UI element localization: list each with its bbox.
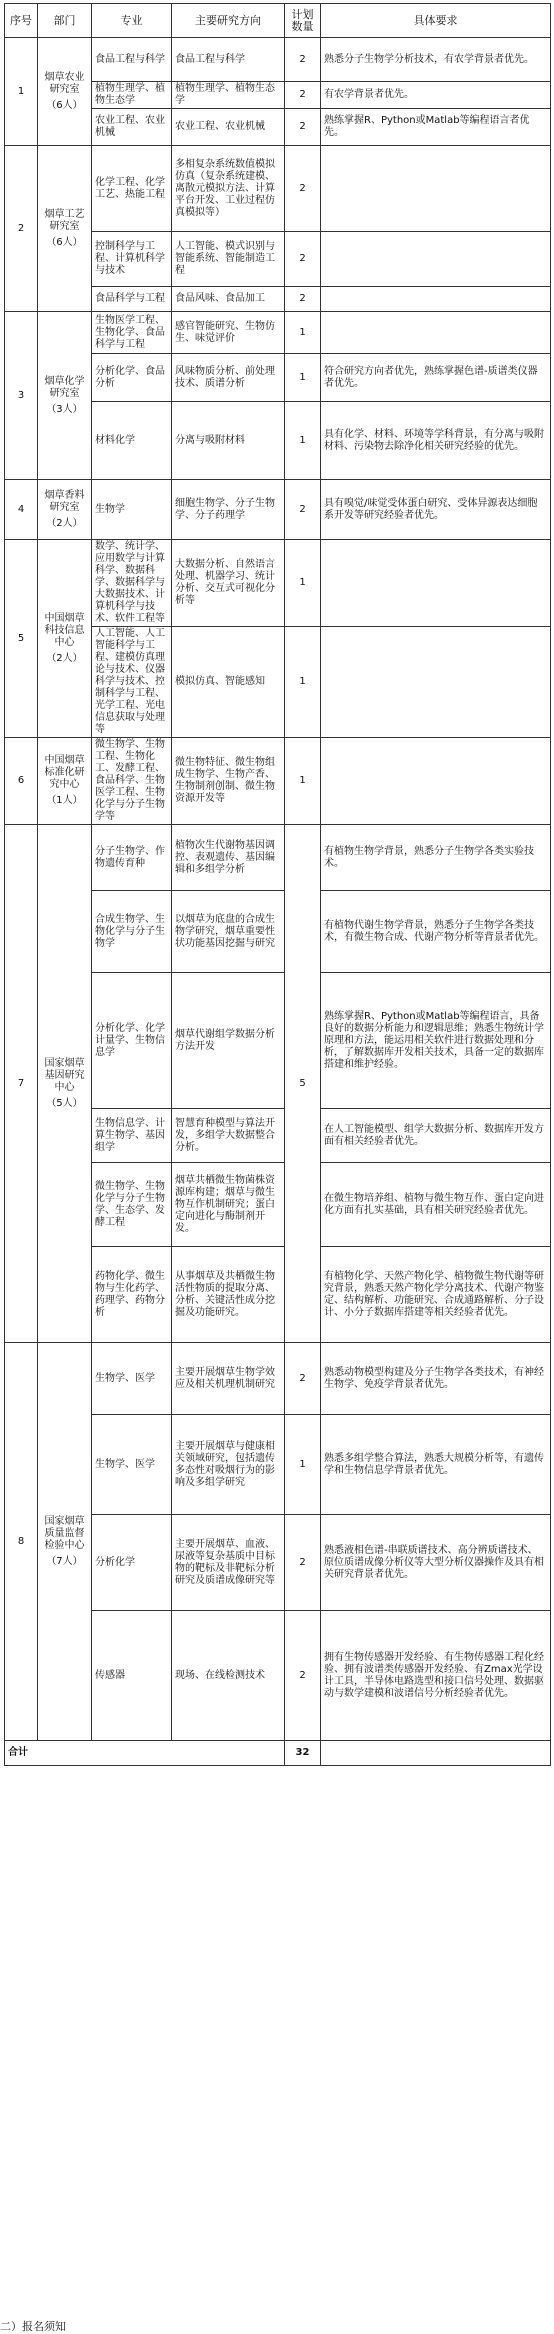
requirements-cell: [321, 540, 551, 627]
requirements-cell: 熟悉液相色谱-串联质谱技术、高分辨质谱技术、原位质谱成像分析仪等大型分析仪器操作及具有相关研究背景者优先。: [321, 1515, 551, 1611]
plan-cell: 1: [285, 402, 321, 480]
requirements-cell: 熟悉多组学整合算法，熟悉大规模分析等，有遗传学和生物信息学背景者优先。: [321, 1415, 551, 1515]
direction-cell: 主要开展烟草、血液、尿液等复杂基质中目标物的靶标及非靶标分析研究及质谱成像研究等: [172, 1515, 285, 1611]
department-cell: [38, 738, 92, 825]
requirements-cell: 在微生物培养组、植物与微生物互作、蛋白定向进化方面有扎实基础，具有相关研究经验者优先。: [321, 1163, 551, 1247]
plan-cell: 2: [285, 109, 321, 146]
major-cell: 食品科学与工程: [92, 287, 172, 312]
plan-cell: 1: [285, 1415, 321, 1515]
plan-cell: 2: [285, 287, 321, 312]
total-empty-cell: [321, 1741, 551, 1766]
department-cell: [38, 480, 92, 540]
department-name: 国家烟草基因研究中心: [44, 1057, 85, 1093]
department-count: （6人）: [46, 236, 83, 248]
direction-cell: 食品风味、食品加工: [172, 287, 285, 312]
direction-cell: 食品工程与科学: [172, 38, 285, 82]
plan-cell: 2: [285, 146, 321, 232]
header-direction: 主要研究方向: [172, 4, 285, 38]
major-cell: 化学工程、化学工艺、热能工程: [92, 146, 172, 232]
total-row: [5, 1741, 551, 1766]
table-row: [5, 1343, 551, 1415]
direction-cell: 主要开展烟草生物学效应及相关机理机制研究: [172, 1343, 285, 1415]
header-plan: 计划数量: [285, 4, 321, 38]
requirements-cell: 拥有生物传感器开发经验、有生物传感器工程化经验、拥有波谱类传感器开发经验、有Zmax光学设计工具，半导体电路选型和接口信号处理、数据驱动与数学建模和波谱信号分析经验者优先。: [321, 1611, 551, 1741]
total-value: 32: [285, 1741, 321, 1766]
department-name: 中国烟草科技信息中心: [44, 612, 85, 648]
major-cell: 药物化学、微生物与生化药学、药理学、药物分析: [92, 1247, 172, 1343]
row-number: 7: [5, 825, 38, 1343]
plan-cell: 1: [285, 354, 321, 402]
direction-cell: 农业工程、农业机械: [172, 109, 285, 146]
requirements-cell: [321, 232, 551, 287]
table-row: [5, 738, 551, 825]
department-name: 中国烟草标准化研究中心: [44, 755, 85, 790]
department-name: 烟草化学研究室: [44, 375, 85, 399]
major-cell: 分析化学、食品分析: [92, 354, 172, 402]
plan-cell: 1: [285, 627, 321, 738]
major-cell: 生物医学工程、生物化学、食品科学与工程: [92, 312, 172, 354]
requirements-cell: 熟练掌握R、Python或Matlab等编程语言，具备良好的数据分析能力和逻辑思维；熟悉生物统计学原理和方法，能运用相关软件进行数据处理和分析，了解数据库开发相关技术，具备一定的数据库搭建和维护经验。: [321, 973, 551, 1109]
direction-cell: 现场、在线检测技术: [172, 1611, 285, 1741]
plan-cell: 2: [285, 1343, 321, 1415]
major-cell: 合成生物学、生物化学与分子生物学: [92, 891, 172, 973]
plan-cell: 1: [285, 312, 321, 354]
direction-cell: 多相复杂系统数值模拟仿真（复杂系统建模、离散元模拟方法、计算平台开发、工业过程仿真模拟等）: [172, 146, 285, 232]
requirements-cell: [321, 627, 551, 738]
department-cell: [38, 38, 92, 146]
row-number: 6: [5, 738, 38, 825]
plan-cell: 2: [285, 1515, 321, 1611]
table-row: [5, 312, 551, 354]
major-cell: 分子生物学、作物遗传育种: [92, 825, 172, 891]
direction-cell: 模拟仿真、智能感知: [172, 627, 285, 738]
direction-cell: 风味物质分析、前处理技术、质谱分析: [172, 354, 285, 402]
row-number: 5: [5, 540, 38, 738]
direction-cell: 从事烟草及共栖微生物活性物质的提取分离、分析、关键活性成分挖掘及功能研究。: [172, 1247, 285, 1343]
major-cell: 微生物学、生物化学与分子生物学、生态学、发酵工程: [92, 1163, 172, 1247]
direction-cell: 感官智能研究、生物仿生、味觉评价: [172, 312, 285, 354]
requirements-cell: [321, 146, 551, 232]
department-name: 烟草农业研究室: [44, 71, 85, 95]
row-number: 2: [5, 146, 38, 312]
direction-cell: 细胞生物学、分子生物学、分子药理学: [172, 480, 285, 540]
requirements-cell: [321, 738, 551, 825]
header-requirements: 具体要求: [321, 4, 551, 38]
table-row: [5, 480, 551, 540]
direction-cell: 分离与吸附材料: [172, 402, 285, 480]
requirements-cell: 有农学背景者优先。: [321, 82, 551, 109]
plan-cell: 1: [285, 540, 321, 627]
requirements-cell: 具有化学、材料、环境等学科背景，有分离与吸附材料、污染物去除净化相关研究经验的优先。: [321, 402, 551, 480]
department-name: 烟草香料研究室: [44, 489, 85, 513]
direction-cell: 人工智能、模式识别与智能系统、智能制造工程: [172, 232, 285, 287]
plan-cell: 5: [285, 825, 321, 1343]
direction-cell: 智慧育种模型与算法开发，多组学大数据整合分析。: [172, 1109, 285, 1163]
table-row: [5, 825, 551, 891]
department-count: （6人）: [46, 99, 83, 111]
major-cell: 生物信息学、计算生物学、基因组学: [92, 1109, 172, 1163]
plan-cell: 2: [285, 480, 321, 540]
department-cell: [38, 1343, 92, 1741]
row-number: 3: [5, 312, 38, 480]
direction-cell: 烟草代谢组学数据分析方法开发: [172, 973, 285, 1109]
department-cell: [38, 825, 92, 1343]
major-cell: 数学、统计学、应用数学与计算科学、数据科学、数据科学与大数据技术、计算机科学与技术、软件工程等: [92, 540, 172, 627]
department-count: （1人）: [46, 795, 83, 806]
direction-cell: 烟草共栖微生物菌株资源库构建；烟草与微生物互作机制研究；蛋白定向进化与酶制剂开发。: [172, 1163, 285, 1247]
row-number: 1: [5, 38, 38, 146]
plan-cell: 1: [285, 738, 321, 825]
plan-cell: 2: [285, 38, 321, 82]
major-cell: 生物学: [92, 480, 172, 540]
recruitment-table: [4, 3, 551, 1766]
major-cell: 生物学、医学: [92, 1343, 172, 1415]
total-label: 合计: [5, 1741, 285, 1766]
table-body: [5, 38, 551, 1741]
department-name: 烟草工艺研究室: [44, 208, 85, 232]
department-count: （2人）: [46, 652, 83, 664]
direction-cell: 植物次生代谢物基因调控、表观遗传、基因编辑和多组学分析: [172, 825, 285, 891]
table-row: [5, 38, 551, 82]
major-cell: 食品工程与科学: [92, 38, 172, 82]
major-cell: 微生物学、生物工程、生物化工、发酵工程、食品科学、生物医学工程、生物化学与分子生物学等: [92, 738, 172, 825]
plan-cell: 2: [285, 232, 321, 287]
department-count: （3人）: [46, 403, 83, 415]
requirements-cell: 有植物化学、天然产物化学、植物微生物代谢等研究背景，熟悉天然产物化学分离技术、代谢产物鉴定、结构解析、功能研究、合成通路解析、分子设计、小分子数据库搭建等相关经验者优先。: [321, 1247, 551, 1343]
major-cell: 传感器: [92, 1611, 172, 1741]
department-count: （7人）: [46, 1555, 83, 1567]
direction-cell: 大数据分析、自然语言处理、机器学习、统计分析、交互式可视化分析等: [172, 540, 285, 627]
major-cell: 植物生理学、植物生态学: [92, 82, 172, 109]
header-no: 序号: [5, 4, 38, 38]
header-dept: 部门: [38, 4, 92, 38]
requirements-cell: 有植物代谢生物学背景，熟悉分子生物学各类技术，有微生物合成、代谢产物分析等背景者优先。: [321, 891, 551, 973]
header-row: [5, 4, 551, 38]
direction-cell: 植物生理学、植物生态学: [172, 82, 285, 109]
department-count: （2人）: [46, 517, 83, 529]
department-count: （5人）: [46, 1097, 83, 1109]
major-cell: 分析化学: [92, 1515, 172, 1611]
requirements-cell: 熟悉分子生物学分析技术，有农学背景者优先。: [321, 38, 551, 82]
requirements-cell: 有植物生物学背景，熟悉分子生物学各类实验技术。: [321, 825, 551, 891]
department-cell: [38, 312, 92, 480]
row-number: 4: [5, 480, 38, 540]
department-name: 国家烟草质量监督检验中心: [44, 1515, 85, 1551]
requirements-cell: 熟练掌握R、Python或Matlab等编程语言者优先。: [321, 109, 551, 146]
major-cell: 人工智能、人工智能科学与工程、建模仿真理论与技术、仪器科学与技术、控制科学与工程、光学工程、光电信息获取与处理等: [92, 627, 172, 738]
header-major: 专业: [92, 4, 172, 38]
major-cell: 控制科学与工程、计算机科学与技术: [92, 232, 172, 287]
direction-cell: 以烟草为底盘的合成生物学研究，烟草重要性状功能基因挖掘与研究: [172, 891, 285, 973]
major-cell: 材料化学: [92, 402, 172, 480]
table-row: [5, 540, 551, 627]
major-cell: 农业工程、农业机械: [92, 109, 172, 146]
requirements-cell: [321, 287, 551, 312]
department-cell: [38, 146, 92, 312]
requirements-cell: 具有嗅觉/味觉受体蛋白研究、受体异源表达细胞系开发等研究经验者优先。: [321, 480, 551, 540]
row-number: 8: [5, 1343, 38, 1741]
major-cell: 生物学、医学: [92, 1415, 172, 1515]
requirements-cell: 熟悉动物模型构建及分子生物学各类技术，有神经生物学、免疫学背景者优先。: [321, 1343, 551, 1415]
department-cell: [38, 540, 92, 738]
plan-cell: 2: [285, 82, 321, 109]
footnote: 二）报名须知: [0, 2320, 66, 2333]
requirements-cell: 在人工智能模型、组学大数据分析、数据库开发方面有相关经验者优先。: [321, 1109, 551, 1163]
major-cell: 分析化学、化学计量学、生物信息学: [92, 973, 172, 1109]
requirements-cell: [321, 312, 551, 354]
direction-cell: 微生物特征、微生物组成生物学、生物产香、生物制剂创制、微生物资源开发等: [172, 738, 285, 825]
requirements-cell: 符合研究方向者优先，熟练掌握色谱-质谱类仪器者优先。: [321, 354, 551, 402]
table-row: [5, 146, 551, 232]
plan-cell: 2: [285, 1611, 321, 1741]
direction-cell: 主要开展烟草与健康相关领域研究，包括遗传多态性对吸烟行为的影响及多组学研究: [172, 1415, 285, 1515]
